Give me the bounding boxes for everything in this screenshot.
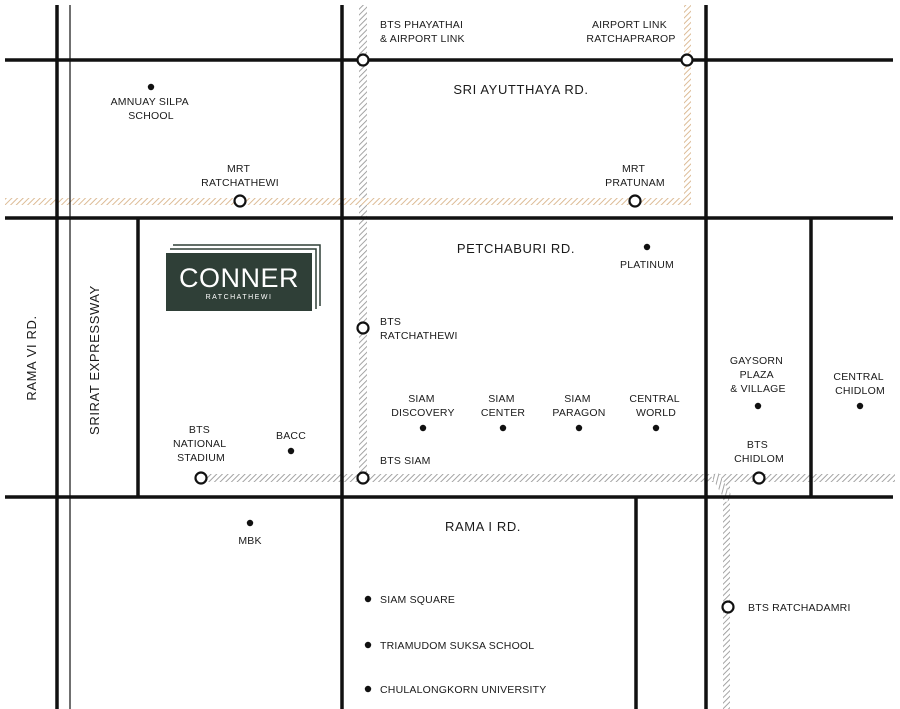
landmark-dot-gaysorn [755,403,761,409]
label-bts-ratchathewi: BTS RATCHATHEWI [380,316,458,342]
landmark-dot-triamudom [365,642,371,648]
road-label-srirat: SRIRAT EXPRESSWAY [87,285,102,435]
label-mbk: MBK [238,535,262,547]
label-bts-phayathai: BTS PHAYATHAI & AIRPORT LINK [380,19,465,45]
label-amnuay-silpa: AMNUAY SILPA SCHOOL [110,96,189,122]
conner-logo [166,245,320,311]
label-mrt-ratchathewi: MRT RATCHATHEWI [201,163,279,189]
road-label-rama-i: RAMA I RD. [444,519,522,534]
station-marker-ratchaprarop [682,55,693,66]
landmark-dot-central-world [653,425,659,431]
landmark-dot-siam-discovery [420,425,426,431]
landmark-dot-siam-square [365,596,371,602]
station-marker-bts-ratchathewi [358,323,369,334]
landmark-dot-platinum [644,244,650,250]
mrt-line [5,198,691,205]
station-marker-bts-siam [358,473,369,484]
station-marker-national-stadium [196,473,207,484]
label-bts-siam: BTS SIAM [380,455,431,467]
bts-line-sukhumvit [359,5,367,478]
landmark-dot-bacc [288,448,294,454]
station-marker-phayathai [358,55,369,66]
station-marker-mrt-ratchathewi [235,196,246,207]
landmark-dot-siam-paragon [576,425,582,431]
label-central-world: CENTRAL WORLD [629,393,680,419]
label-triamudom: TRIAMUDOM SUKSA SCHOOL [380,640,535,652]
logo-title: CONNER [178,263,300,293]
landmark-dot-siam-center [500,425,506,431]
station-marker-bts-ratchadamri [723,602,734,613]
label-bts-national-stadium: BTS NATIONAL STADIUM [172,424,226,464]
label-platinum: PLATINUM [620,259,674,271]
label-siam-center: SIAM CENTER [480,393,526,419]
label-bts-chidlom: BTS CHIDLOM [734,439,784,465]
label-siam-discovery: SIAM DISCOVERY [391,393,455,419]
landmark-dot-amnuay-silpa [148,84,154,90]
label-central-chidlom: CENTRAL CHIDLOM [833,371,885,397]
label-siam-square: SIAM SQUARE [380,594,456,606]
landmark-dot-mbk [247,520,253,526]
label-bts-ratchadamri: BTS RATCHADAMRI [748,602,851,614]
bts-line-silom [200,474,895,482]
road-label-rama-vi: RAMA VI RD. [24,315,39,401]
road-label-petchaburi: PETCHABURI RD. [456,241,576,256]
label-gaysorn: GAYSORN PLAZA & VILLAGE [729,355,786,395]
logo-subtitle: RATCHATHEWI [205,294,273,301]
station-marker-mrt-pratunam [630,196,641,207]
label-siam-paragon: SIAM PARAGON [552,393,606,419]
landmark-dot-central-chidlom [857,403,863,409]
label-chulalongkorn: CHULALONGKORN UNIVERSITY [380,684,547,696]
label-mrt-pratunam: MRT PRATUNAM [605,163,665,189]
airport-link-line [684,5,691,202]
station-marker-bts-chidlom [754,473,765,484]
landmark-dot-chulalongkorn [365,686,371,692]
label-bacc: BACC [276,430,306,442]
label-airport-link-ratchaprarop: AIRPORT LINK RATCHAPRAROP [586,19,676,45]
road-label-sri-ayutthaya: SRI AYUTTHAYA RD. [453,82,589,97]
bts-line-ratchadamri [711,472,733,709]
